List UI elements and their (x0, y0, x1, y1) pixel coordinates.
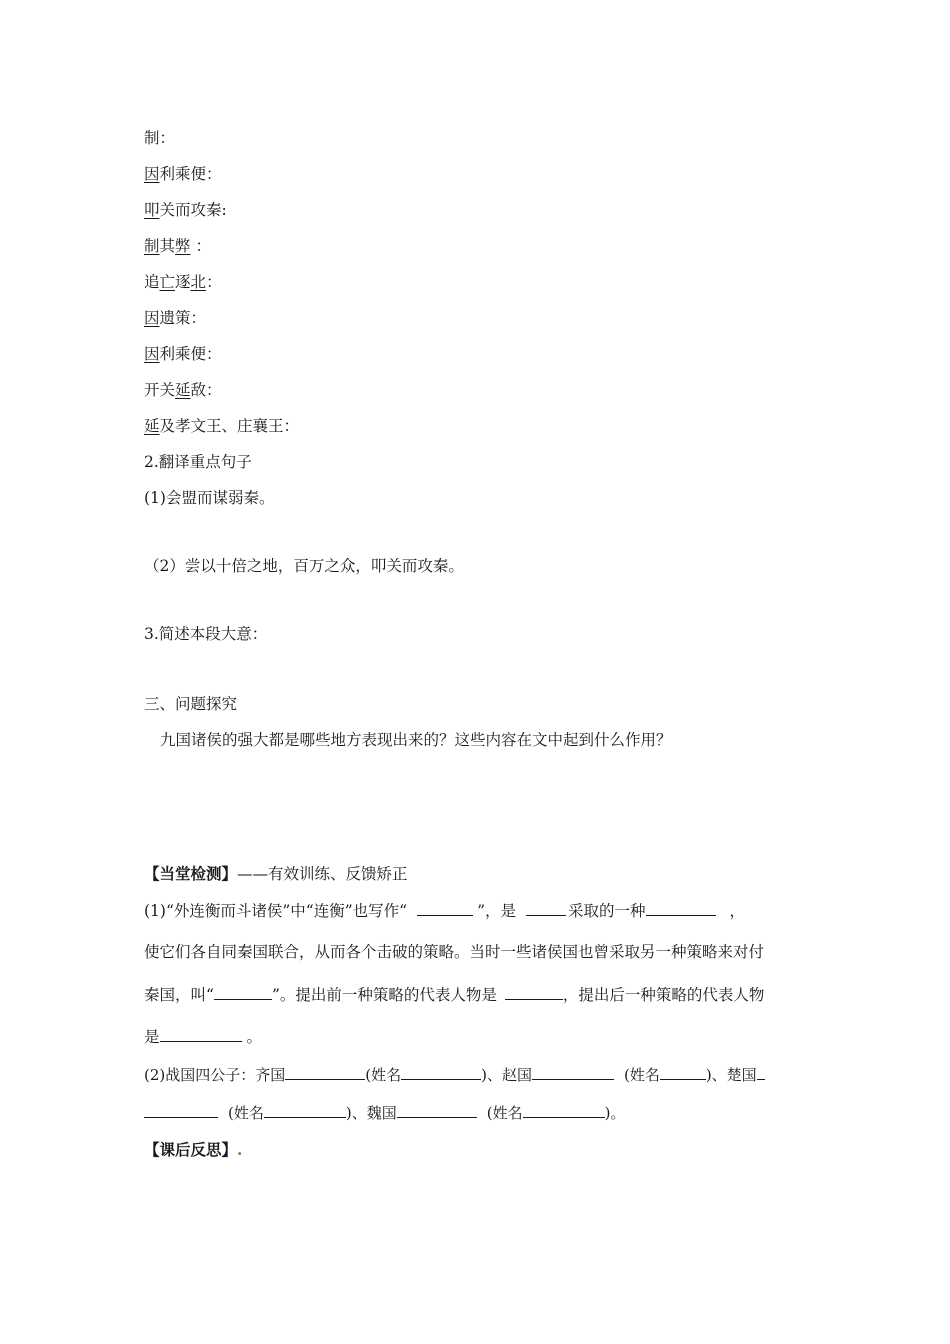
section-heading: 三、问题探究 (144, 695, 238, 713)
translate-sentence-2: （2）尝以十倍之地，百万之众，叩关而攻秦。 (144, 557, 464, 575)
check-q2-line-2: (姓名 )、魏国 (姓名 )。 (144, 1102, 625, 1123)
section-question: 九国诸侯的强大都是哪些地方表现出来的？这些内容在文中起到什么作用？ (160, 731, 672, 749)
vocab-line-1: 制： (144, 129, 176, 147)
vocab-line-3: 叩关而攻秦: (144, 201, 227, 219)
vocab-line-6: 因遗策： (144, 309, 207, 327)
reflect-title: 【课后反思】. (144, 1140, 243, 1159)
vocab-line-9: 延及孝文王、庄襄王： (144, 417, 300, 435)
translate-sentence-1: (1)会盟而谋弱秦。 (144, 489, 275, 507)
check-q1-line-4: 是 。 (144, 1028, 262, 1046)
vocab-line-7: 因利乘便： (144, 345, 222, 363)
check-title: 【当堂检测】——有效训练、反馈矫正 (144, 864, 408, 883)
vocab-line-5: 追亡逐北： (144, 273, 222, 291)
check-q1-line-3: 秦国，叫“ ”。提出前一种策略的代表人物是 ，提出后一种策略的代表人物 (144, 986, 765, 1004)
check-q2-line-1: (2)战国四公子：齐国 (姓名 )、赵国 (姓名 )、楚国 (144, 1064, 765, 1085)
vocab-line-2: 因利乘便： (144, 165, 222, 183)
check-q1-line-2: 使它们各自同秦国联合，从而各个击破的策略。当时一些诸侯国也曾采取另一种策略来对付 (144, 943, 765, 961)
translate-heading: 2.翻译重点句子 (144, 453, 252, 471)
vocab-line-4: 制其弊 ： (144, 237, 211, 255)
vocab-line-8: 开关延敌： (144, 381, 222, 399)
check-q1-line-1: (1)“外连衡而斗诸侯”中“连衡”也写作“ ”，是 采取的一种 ， (144, 902, 746, 920)
summary-prompt: 3.简述本段大意： (144, 625, 268, 643)
